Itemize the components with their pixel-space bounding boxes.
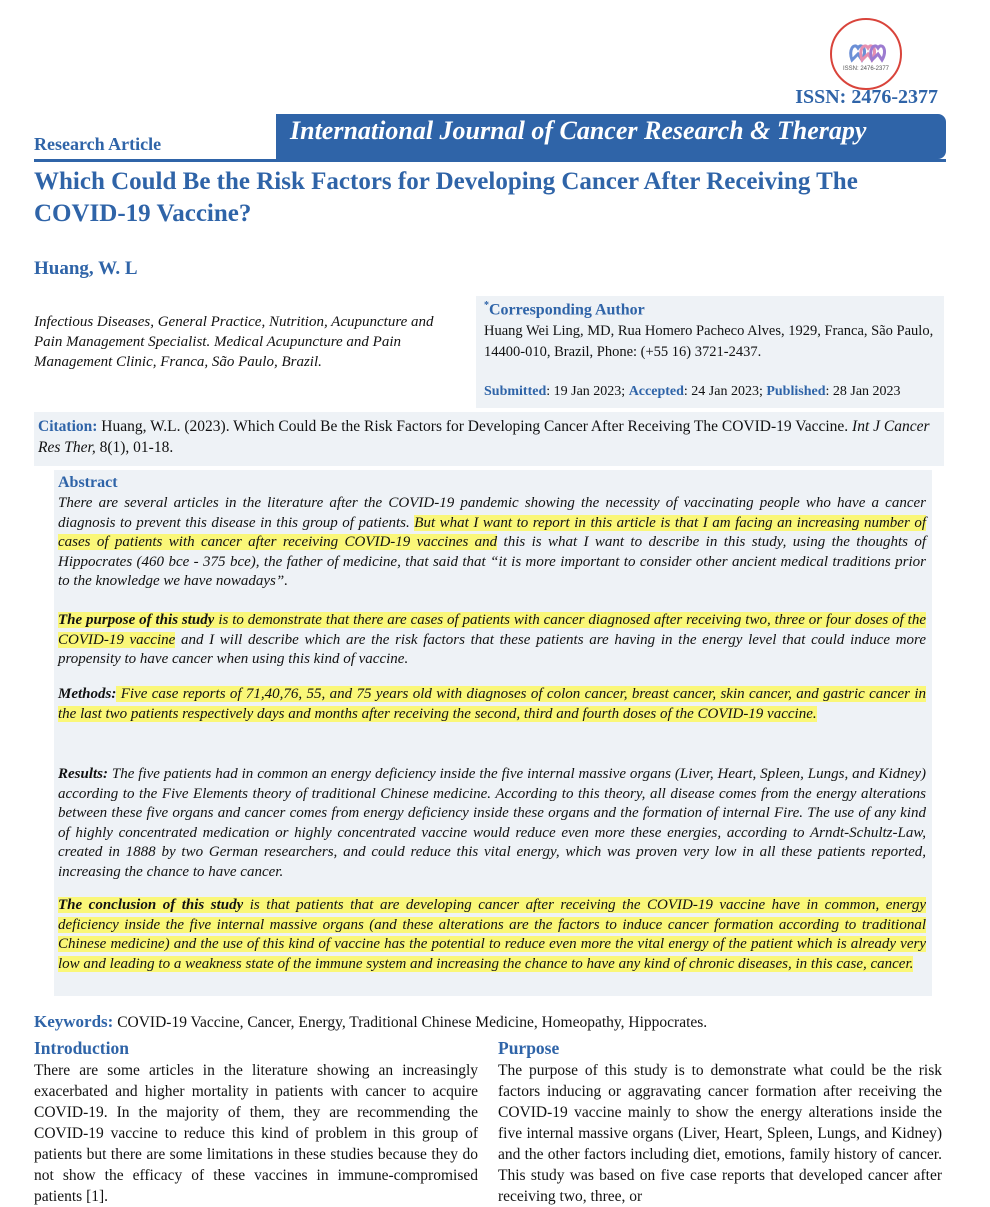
submitted-label: Submitted [484, 384, 547, 399]
article-dates: Submitted: 19 Jan 2023; Accepted: 24 Jan 2023; Published: 28 Jan 2023 [484, 384, 901, 399]
accepted-date: 24 Jan 2023 [691, 384, 759, 399]
published-label: Published [766, 384, 826, 399]
highlighted-text: Five case reports of 71,40,76, 55, and 75 years old with diagnoses of colon cancer, breast cancer, skin cancer, and gastric cancer in the last two patients respectively days and months after receiving the second, third and fourth doses of the COVID-19 vaccine. [58, 686, 926, 722]
author-affiliation: Infectious Diseases, General Practice, Nutrition, Acupuncture and Pain Management Specialist. Medical Acupuncture and Pain Management Clinic, Franca, São Paulo, Brazil. [34, 314, 434, 370]
article-type: Research Article [34, 134, 162, 154]
abstract-results: Results: The five patients had in common an energy deficiency inside the five internal massive organs (Liver, Heart, Spleen, Lungs, and Kidney) according to the Five Elements theory of traditional Chinese medicine. According to this theory, all disease comes from the energy alterations between these five organs and cancer comes from energy deficiency inside these organs and the formation of internal Fire. The use of any kind of highly concentrated medication or highly concentrated vaccine would reduce even more these energies, according to Arndt-Schultz-Law, created in 1888 by two German researchers, and could reduce this vital energy, which was proven very low in all these patients reported, increasing the chance to have cancer. [58, 766, 926, 880]
highlighted-text: But what I want to report in this article is that I am facing an increasing number of cases of patients with cancer after receiving COVID-19 vaccines and [58, 514, 927, 551]
citation-text: Huang, W.L. (2023). Which Could Be the Risk Factors for Developing Cancer After Receiving The COVID-19 Vaccine. [101, 418, 849, 435]
published-date: 28 Jan 2023 [832, 384, 901, 399]
abstract-paragraph: There are several articles in the literature after the COVID-19 pandemic showing the necessity of vaccinating people who have a cancer diagnosis to prevent this disease in this group of patients. But what I want to report in this article is that I am facing an increasing number of cases of patients with cancer after receiving COVID-19 vaccines and this is what I want to describe in this study, using the thoughts of Hippocrates (460 bce - 375 bce), the father of medicine, that said that “it is more important to consider other ancient medical traditions prior to the knowledge we have nowadays”. [58, 495, 927, 590]
accepted-label: Accepted [628, 384, 684, 399]
purpose-text: The purpose of this study is to demonstrate what could be the risk factors inducing or aggravating cancer formation after receiving the COVID-19 vaccine mainly to show the energy alterations inside the five internal massive organs (Liver, Heart, Spleen, Lungs, and Kidney) and the other factors including diet, emotions, family history of cancer. This study was based on five case reports that developed cancer after receiving two, three, or [498, 1062, 942, 1205]
keywords-label: Keywords: [34, 1012, 114, 1031]
logo-issn: ISSN: 2476-2377 [842, 66, 890, 72]
purpose-lead: The purpose of this study [58, 612, 215, 628]
issn-label: ISSN: 2476-2377 [795, 86, 938, 108]
submitted-date: 19 Jan 2023 [553, 384, 622, 399]
citation-journal: Int J Cancer Res Ther, [38, 418, 930, 456]
purpose-heading: Purpose [498, 1038, 560, 1058]
citation [38, 416, 943, 458]
results-label: Results: [58, 766, 109, 782]
highlighted-text: is that patients that are developing cancer after receiving the COVID-19 vaccine have in common, energy deficiency inside the five internal massive organs (and these alterations are the factors to induce cancer formation according to traditional Chinese medicine) and the use of this kind of vaccine has the potential to reduce even more the vital energy of the patient which is already very low and leading to a weakness state of the immune system and increasing the chance to have any kind of chronic diseases, in this case, cancer. [58, 897, 926, 972]
keywords [34, 1012, 707, 1032]
citation-label: Citation: [38, 418, 98, 435]
corresponding-author-heading: *Corresponding Author [484, 300, 645, 319]
author-name: Huang, W. L [34, 258, 138, 279]
highlighted-text: is to demonstrate that there are cases of patients with cancer diagnosed after receiving two, three or four doses of the COVID-19 vaccine [58, 612, 926, 648]
corresponding-author-details: Huang Wei Ling, MD, Rua Homero Pacheco Alves, 1929, Franca, São Paulo, 14400-010, Brazil, Phone: (+55 16) 3721-2437. [484, 323, 934, 360]
keywords-text: COVID-19 Vaccine, Cancer, Energy, Traditional Chinese Medicine, Homeopathy, Hippocrates. [117, 1014, 708, 1031]
abstract-methods [58, 685, 926, 724]
conclusion-lead: The conclusion of this study [58, 897, 244, 913]
citation-volume: 8(1), 01-18. [99, 439, 174, 456]
awareness-ribbons-icon [832, 20, 900, 88]
introduction-text: There are some articles in the literature showing an increasingly exacerbated and higher mortality in patients with cancer to acquire COVID-19. In the majority of them, they are recommending the COVID-19 vaccine to reduce this kind of problem in this group of patients but there are some limitations in these studies because they do not show the efficacy of these vaccines in immune-compromised patients [1]. [34, 1062, 478, 1205]
abstract-purpose: The purpose of this study is to demonstrate that there are cases of patients with cancer diagnosed after receiving two, three or four doses of the COVID-19 vaccine and I will describe which are the risk factors that these patients are having in the energy level that could induce more propensity to have cancer when using this kind of vaccine. [58, 612, 926, 668]
methods-label: Methods: [58, 686, 117, 702]
abstract-heading: Abstract [58, 474, 118, 491]
article-title: Which Could Be the Risk Factors for Developing Cancer After Receiving The COVID-19 Vaccine? [34, 168, 858, 227]
introduction-heading: Introduction [34, 1038, 129, 1058]
abstract-conclusion [58, 896, 926, 974]
journal-logo [830, 18, 902, 90]
banner-rule [34, 159, 946, 162]
journal-name: International Journal of Cancer Research & Therapy [290, 116, 867, 145]
